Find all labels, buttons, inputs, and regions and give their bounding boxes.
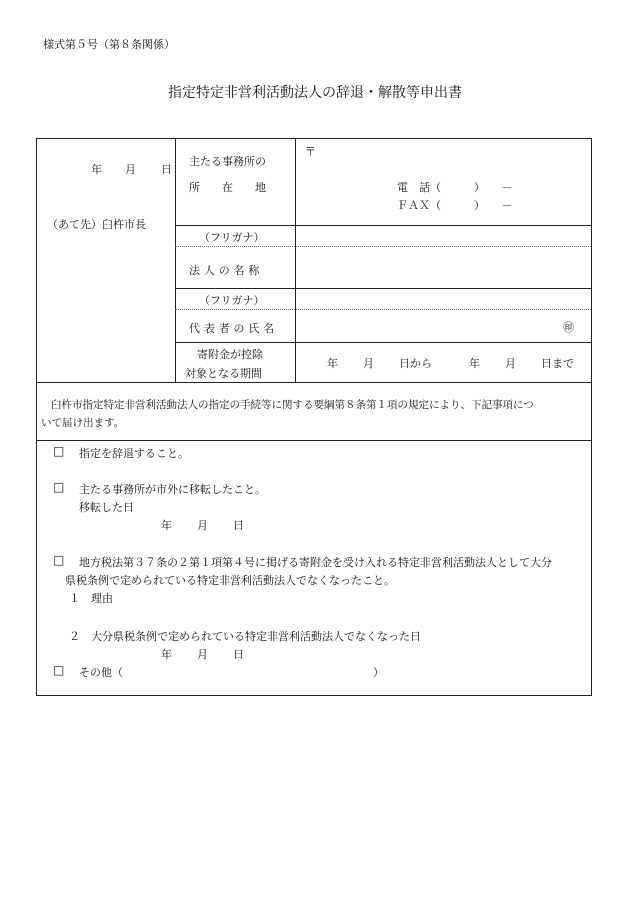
left-column-divider: [175, 139, 176, 382]
period-to-year: 年: [469, 357, 480, 370]
row-divider-address: [175, 225, 591, 226]
furigana-label-corp: （フリガナ）: [199, 231, 265, 244]
form-number: 様式第５号（第８条関係）: [43, 38, 175, 51]
seal-mark: ㊞: [563, 321, 574, 334]
period-from-year: 年: [327, 357, 338, 370]
checkbox-other[interactable]: □: [53, 663, 65, 677]
label-column-divider: [295, 139, 296, 382]
item-end-date-label: ２ 大分県税条例で定められている特定非営利活動法人でなくなった日: [69, 630, 421, 643]
addressee: （あて先）臼杵市長: [47, 218, 146, 231]
item-end-month: 月: [197, 648, 208, 661]
item-end-day: 日: [233, 648, 244, 661]
date-month: 月: [125, 163, 136, 176]
item-other-label: その他（: [79, 666, 123, 679]
period-to-month: 月: [505, 357, 516, 370]
form-table: [36, 138, 592, 696]
corp-name-label: 法人の名称: [189, 264, 264, 277]
checkbox-relocated[interactable]: □: [53, 480, 65, 494]
item-relocated-day: 日: [233, 519, 244, 532]
period-to-day: 日まで: [541, 357, 574, 370]
period-from-month: 月: [363, 357, 374, 370]
item-relocated: 主たる事務所が市外に移転したこと。: [79, 483, 266, 496]
period-from-day: 日から: [399, 357, 432, 370]
phone-label: 電 話（ ） －: [397, 181, 513, 194]
document-title: 指定特定非営利活動法人の辞退・解散等申出書: [168, 85, 462, 101]
item-relocated-month: 月: [197, 519, 208, 532]
row-divider-items: [37, 440, 591, 441]
office-label-line1: 主たる事務所の: [189, 155, 266, 168]
item-relocated-year: 年: [161, 519, 172, 532]
row-divider-rep-name: [175, 342, 591, 343]
item-no-longer-designated-line2: 県税条例で定められている特定非営利活動法人でなくなったこと。: [65, 574, 395, 587]
row-divider-statement: [37, 382, 591, 383]
period-label-line2: 対象となる期間: [185, 367, 262, 380]
checkbox-withdraw[interactable]: □: [53, 444, 65, 458]
postal-mark: 〒: [305, 145, 316, 158]
item-end-year: 年: [161, 648, 172, 661]
item-reason-label: １ 理由: [69, 592, 113, 605]
item-other-close: ）: [373, 666, 384, 679]
period-label-line1: 寄附金が控除: [197, 348, 263, 361]
date-year: 年: [91, 163, 102, 176]
row-divider-corp-name: [175, 288, 591, 289]
item-no-longer-designated-line1: 地方税法第３７条の２第１項第４号に掲げる寄附金を受け入れる特定非営利活動法人として大分: [79, 556, 552, 569]
item-withdraw: 指定を辞退すること。: [79, 447, 189, 460]
furigana-label-rep: （フリガナ）: [199, 294, 265, 307]
row-divider-furigana-2: [175, 309, 591, 310]
date-day: 日: [161, 163, 172, 176]
statement-line2: いて届け出ます。: [41, 417, 125, 429]
office-label-line2: 所 在 地: [189, 181, 266, 194]
fax-label: ＦＡＸ（ ） －: [397, 199, 513, 212]
rep-name-label: 代表者の氏名: [189, 322, 279, 335]
row-divider-furigana-1: [175, 246, 591, 247]
statement-line1: 臼杵市指定特定非営利活動法人の指定の手続等に関する要綱第８条第１項の規定により、下記事項につ: [51, 399, 534, 411]
checkbox-no-longer-designated[interactable]: □: [53, 553, 65, 567]
item-relocated-date-label: 移転した日: [79, 501, 134, 514]
